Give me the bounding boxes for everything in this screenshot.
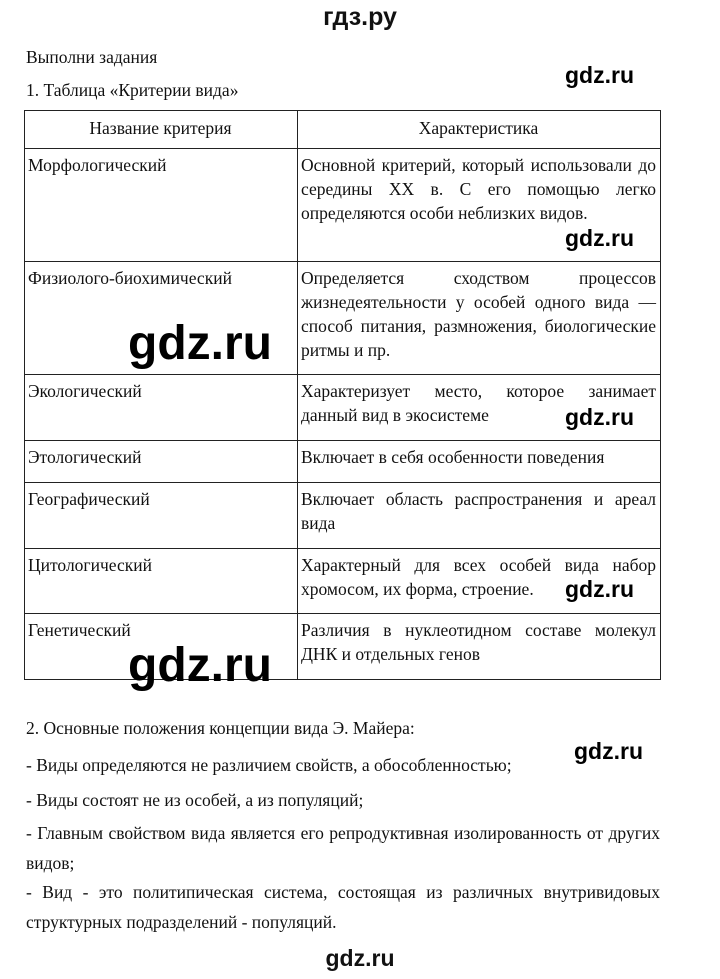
criterion-name: Цитологический: [25, 549, 298, 614]
column-header-characteristic: Характеристика: [298, 111, 661, 149]
column-header-name: Название критерия: [25, 111, 298, 149]
criterion-name: Физиолого-биохимический: [25, 262, 298, 375]
task-heading: Выполни задания: [26, 47, 158, 67]
watermark: gdz.ru: [128, 639, 272, 692]
criterion-description: Включает область распространения и ареал вида: [298, 483, 661, 549]
criterion-name: Морфологический: [25, 149, 298, 262]
table-row: [25, 614, 661, 680]
criterion-name: Экологический: [25, 375, 298, 441]
task2-title: 2. Основные положения концепции вида Э. Майера:: [26, 718, 415, 738]
site-header: гдз.ру: [323, 3, 397, 31]
site-footer: gdz.ru: [325, 945, 395, 971]
criterion-description: Определяется сходством процессов жизнедеятельности у особей одного вида — способ питания, размножения, биологические ритмы и пр.: [298, 262, 661, 375]
criterion-description: Характерный для всех особей вида набор хромосом, их форма, строение.: [298, 549, 661, 614]
table-row: [25, 262, 661, 375]
table-row: [25, 441, 661, 483]
criterion-description: Включает в себя особенности поведения: [298, 441, 661, 483]
criterion-description: Основной критерий, который использовали до середины XX в. С его помощью легко определяются особи неблизких видов.: [298, 149, 661, 262]
concept-item: - Виды состоят не из особей, а из популяций;: [26, 790, 364, 810]
watermark: gdz.ru: [565, 404, 634, 430]
criterion-name: Географический: [25, 483, 298, 549]
criterion-description: Различия в нуклеотидном составе молекул ДНК и отдельных генов: [298, 614, 661, 680]
watermark: gdz.ru: [574, 738, 643, 764]
concept-item: - Виды определяются не различием свойств, а обособленностью;: [26, 755, 512, 775]
watermark: gdz.ru: [565, 225, 634, 251]
watermark: gdz.ru: [128, 317, 272, 370]
criterion-name: Генетический: [25, 614, 298, 680]
criterion-description: Характеризует место, которое занимает данный вид в экосистеме: [298, 375, 661, 441]
concept-item: - Вид - это политипическая система, состоящая из различных внутривидовых структурных подразделений - популяций.: [26, 882, 660, 932]
table-header-row: [25, 111, 661, 149]
concept-item: - Главным свойством вида является его репродуктивная изолированность от других видов;: [26, 823, 660, 873]
watermark: gdz.ru: [565, 576, 634, 602]
task1-title: 1. Таблица «Критерии вида»: [26, 80, 239, 100]
watermark: gdz.ru: [565, 62, 634, 88]
table-row: [25, 483, 661, 549]
criterion-name: Этологический: [25, 441, 298, 483]
